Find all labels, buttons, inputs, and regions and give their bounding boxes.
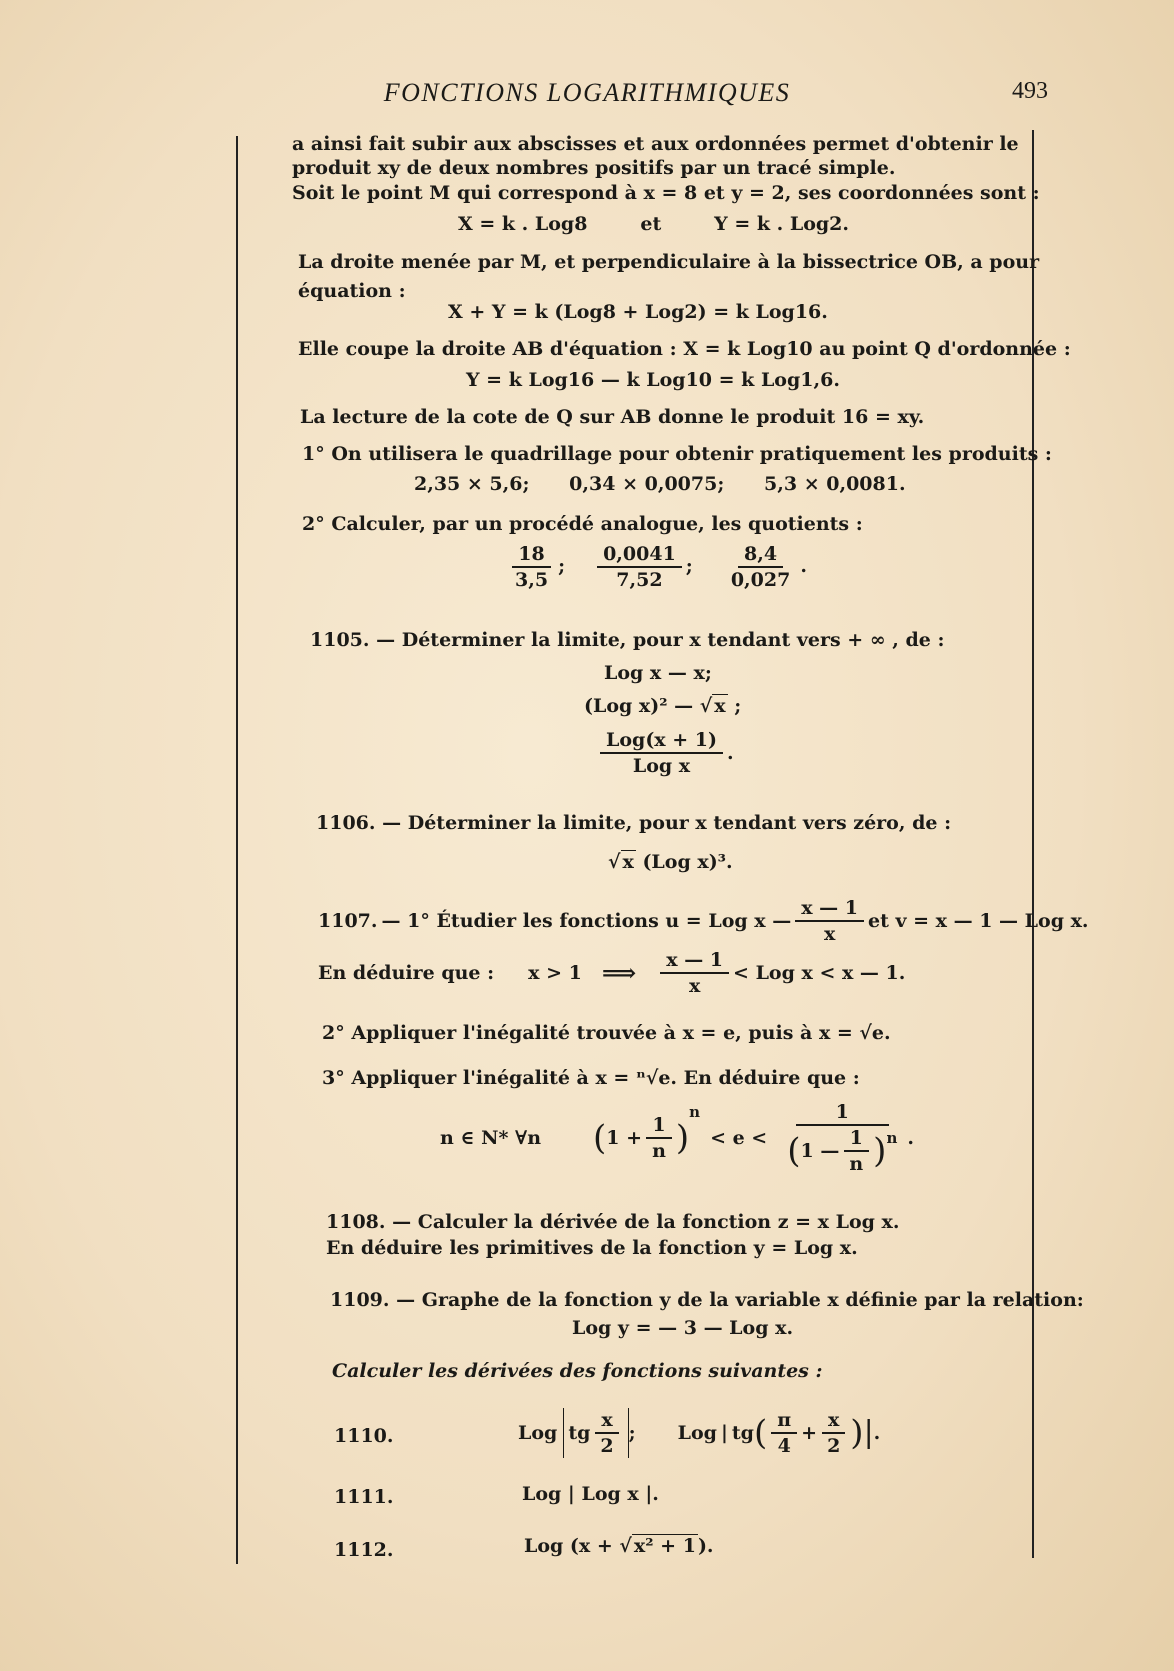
formula: n ∈ N* ∀n ( 1 + $\frac{1}{n}$ ) n < e < 1 ( 1 — $\frac{1}{n}$ ) $^n$ . <box>440 1101 914 1175</box>
quotient: $\frac{18}{3,5}$ ; <box>505 542 565 592</box>
formula: 2,35 × 5,6; 0,34 × 0,0075; 5,3 × 0,0081. <box>414 473 906 495</box>
formula: Y = k Log16 — k Log10 = k Log1,6. <box>466 369 840 391</box>
exercise-text: — Graphe de la fonction y de la variable x définie par la relation: <box>396 1289 1084 1311</box>
exercise-text: — Déterminer la limite, pour x tendant vers zéro, de : <box>382 812 952 834</box>
formula: Log tg $\frac{x}{2}$ ; Log | tg ( $\frac{\pi}{4}$ + $\frac{x}{2}$ ) | . <box>518 1409 881 1457</box>
formula: Log | Log x |. <box>522 1483 659 1505</box>
exercise-number: 1105. <box>310 629 370 651</box>
quotient: $\frac{0,0041}{7,52}$ ; <box>593 542 693 592</box>
exercise-1105 <box>310 628 945 652</box>
formula: X = k . Log8 et Y = k . Log2. <box>458 213 850 235</box>
exercise-number: 1108. <box>326 1211 386 1233</box>
section-heading: Calculer les dérivées des fonctions suivantes : <box>332 1360 823 1382</box>
text-line: 2° Appliquer l'inégalité trouvée à x = e, puis à x = √e. <box>322 1022 891 1044</box>
formula: X + Y = k (Log8 + Log2) = k Log16. <box>448 301 828 323</box>
formula: $\frac{\text{Log(x + 1)}}{\text{Log x}}$ . <box>596 728 734 778</box>
text-line: 2° Calculer, par un procédé analogue, les quotients : <box>302 513 863 535</box>
exercise-text: — Calculer la dérivée de la fonction z = x Log x. <box>392 1211 900 1233</box>
left-margin-rule <box>236 136 238 1564</box>
text-line: produit xy de deux nombres positifs par un tracé simple. <box>292 157 896 179</box>
exercise-text: — Déterminer la limite, pour x tendant vers + ∞ , de : <box>376 629 945 651</box>
quotient: $\frac{8,4}{0,027}$ . <box>730 543 807 591</box>
quotients-row <box>505 542 807 592</box>
formula: √ x (Log x)³. <box>608 851 733 873</box>
text-line: Elle coupe la droite AB d'équation : X = k Log10 au point Q d'ordonnée : <box>298 338 1071 360</box>
formula: Log x — x; <box>604 662 712 684</box>
running-header: FONCTIONS LOGARITHMIQUES <box>383 78 791 107</box>
text-line: Soit le point M qui correspond à x = 8 et y = 2, ses coordonnées sont : <box>292 182 1040 204</box>
text-line: a ainsi fait subir aux abscisses et aux ordonnées permet d'obtenir le <box>292 133 1019 155</box>
exercise-number: 1110. <box>334 1425 394 1447</box>
text-line: La droite menée par M, et perpendiculaire à la bissectrice OB, a pour <box>298 251 1040 273</box>
exercise-number: 1106. <box>316 812 376 834</box>
exercise-1107: 1107. — 1° Étudier les fonctions u = Log x — $\frac{x — 1}{x}$ et v = x — 1 — Log x. <box>318 897 1089 945</box>
formula: Log (x + √ x² + 1 ). <box>524 1535 714 1557</box>
text-line: 1° On utilisera le quadrillage pour obtenir pratiquement les produits : <box>302 443 1052 465</box>
exercise-1108 <box>326 1210 900 1234</box>
exercise-1106 <box>316 811 951 835</box>
formula: Log y = — 3 — Log x. <box>572 1317 794 1339</box>
exercise-number: 1109. <box>330 1289 390 1311</box>
text-line: En déduire les primitives de la fonction y = Log x. <box>326 1237 858 1259</box>
exercise-number: 1111. <box>334 1486 394 1508</box>
text-line: La lecture de la cote de Q sur AB donne le produit 16 = xy. <box>300 406 925 428</box>
exercise-number: 1107. <box>318 910 378 932</box>
exercise-number: 1112. <box>334 1539 394 1561</box>
text-line: équation : <box>298 280 406 302</box>
text-line: 3° Appliquer l'inégalité à x = ⁿ√e. En déduire que : <box>322 1067 860 1089</box>
exercise-1109 <box>330 1288 1084 1312</box>
formula: En déduire que : x > 1 ⟹ $\frac{x — 1}{x}$ < Log x < x — 1. <box>318 949 906 997</box>
formula: (Log x)² — √ x ; <box>584 695 742 717</box>
page-number: 493 <box>1012 78 1048 104</box>
